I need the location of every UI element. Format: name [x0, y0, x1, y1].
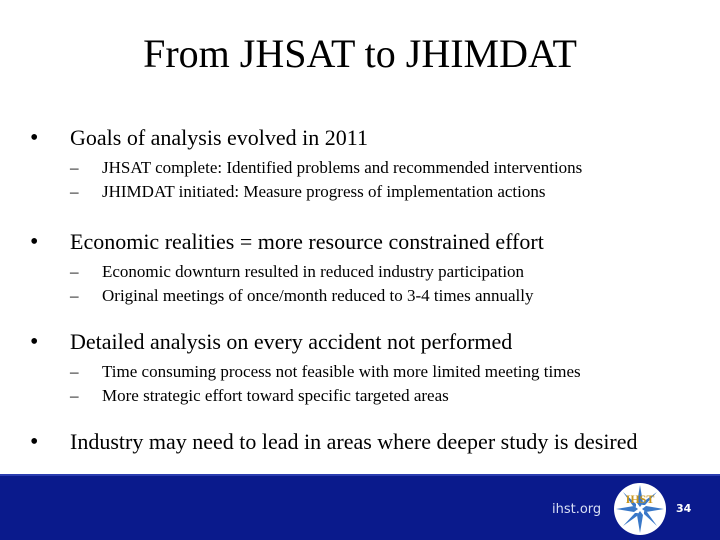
bullet-item: [30, 328, 581, 408]
bullet-icon: •: [30, 125, 39, 151]
sub-bullet-item: [70, 260, 544, 284]
bullet-icon: •: [30, 329, 39, 355]
sub-bullet-text: JHIMDAT initiated: Measure progress of implementation actions: [102, 182, 546, 201]
dash-icon: –: [70, 386, 79, 405]
dash-icon: –: [70, 182, 79, 201]
sub-bullet-text: Economic downturn resulted in reduced industry participation: [102, 262, 525, 281]
sub-bullet-item: [70, 180, 582, 204]
dash-icon: –: [70, 286, 79, 305]
sub-bullet-text: JHSAT complete: Identified problems and recommended interventions: [102, 158, 583, 177]
bullet-text: Goals of analysis evolved in 2011: [70, 125, 368, 150]
sub-bullet-item: [70, 156, 582, 180]
sub-bullet-item: [70, 284, 544, 308]
page-number: 34: [676, 502, 692, 515]
logo-text: IHST: [625, 492, 655, 506]
sub-bullet-item: [70, 384, 581, 408]
bullet-icon: •: [30, 429, 39, 455]
footer-bar: [0, 476, 720, 540]
bullet-text: Economic realities = more resource constrained effort: [70, 229, 544, 254]
sub-bullet-text: Original meetings of once/month reduced to 3-4 times annually: [102, 286, 534, 305]
sub-bullet-list: [70, 360, 581, 408]
dash-icon: –: [70, 262, 79, 281]
bullet-text: Detailed analysis on every accident not performed: [70, 329, 513, 354]
bullet-icon: •: [30, 229, 39, 255]
sub-bullet-list: [70, 156, 582, 204]
sub-bullet-text: Time consuming process not feasible with more limited meeting times: [102, 362, 581, 381]
bullet-text: Industry may need to lead in areas where deeper study is desired: [70, 429, 638, 454]
sub-bullet-text: More strategic effort toward specific targeted areas: [102, 386, 449, 405]
bullet-item: [30, 124, 582, 204]
site-url: ihst.org: [552, 502, 602, 517]
sub-bullet-item: [70, 360, 581, 384]
dash-icon: –: [70, 362, 79, 381]
sub-bullet-list: [70, 260, 544, 308]
bullet-item: [30, 428, 638, 456]
slide-title: From JHSAT to JHIMDAT: [143, 31, 577, 76]
bullet-item: [30, 228, 544, 308]
dash-icon: –: [70, 158, 79, 177]
ihst-logo-icon: [612, 481, 668, 537]
